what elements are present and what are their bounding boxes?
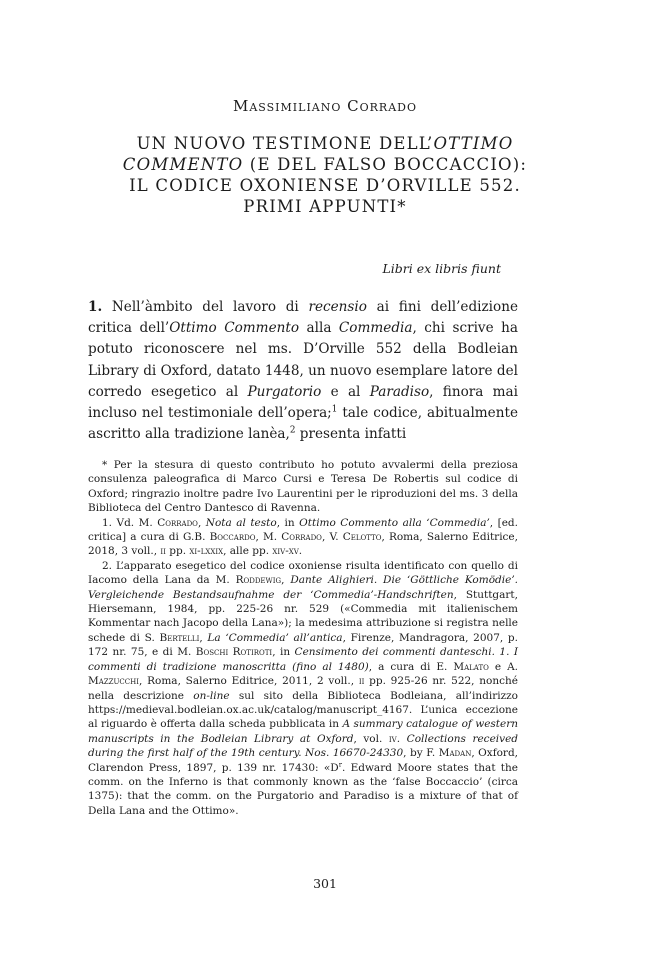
footnote-ref-1: 1 bbox=[331, 404, 338, 415]
title-footnote-mark: * bbox=[397, 197, 407, 216]
footnote-star: * Per la stesura di questo contributo ho potuto avvalermi della preziosa consulenza paleografica di Marco Cursi e Teresa De Robertis sul codice di Oxford; ringrazio inoltre padre Ivo Laurentini per le riproduzioni del ms. 3 della Biblioteca del Centro Dantesco di Ravenna. bbox=[88, 459, 518, 515]
title-line-3: IL CODICE OXONIENSE D’ORVILLE 552. bbox=[129, 176, 521, 195]
title-line-2: COMMENTO (E DEL FALSO BOCCACCIO): bbox=[122, 155, 528, 174]
author-name: Massimiliano Corrado bbox=[233, 97, 417, 115]
article-title bbox=[80, 133, 570, 217]
title-line-1: UN NUOVO TESTIMONE DELL’OTTIMO bbox=[136, 134, 514, 153]
footnote-ref-2: 2 bbox=[289, 425, 296, 436]
footnotes bbox=[88, 458, 518, 818]
body-paragraph: 1. Nell’àmbito del lavoro di recensio ai fini dell’edizione critica dell’Ottimo Commento alla Commedia, chi scrive ha potuto riconoscere nel ms. D’Orville 552 della Bodleian Library di Oxford, datato 1448, un nuovo esemplare latore del corredo esegetico al Purgatorio e al Paradiso, finora mai incluso nel testimoniale dell’opera;$^1$ tale codice, abitualmente ascritto alla tradizione lanèa,$^2$ presenta infatti bbox=[88, 299, 518, 443]
title-line-4: PRIMI APPUNTI* bbox=[243, 197, 407, 216]
footnote-2: 2. L’apparato esegetico del codice oxoniense risulta identificato con quello di Iacomo della Lana da M. Roddewig, Dante Alighieri. Die ‘Göttliche Komödie’. Vergleichende Bestandsaufnahme der ‘Commedia’-Handschriften, Stuttgart, Hiersemann, 1984, pp. 225-26 nr. 529 («Commedia mit italienischem Kommentar nach Jacopo della Lana»); la medesima attribuzione si registra nelle schede di S. Bertelli, La ‘Commedia’ all’antica, Firenze, Mandragora, 2007, p. 172 nr. 75, e di M. Boschi Rotiroti, in Censimento dei commenti danteschi. 1. I commenti di tradizione manoscritta (fino al 1480), a cura di E. Malato e A. Mazzucchi, Roma, Salerno Editrice, 2011, 2 voll., ii pp. 925-26 nr. 522, nonché nella descrizione on-line sul sito della Biblioteca Bodleiana, all’indirizzo https://medieval.bodleian.ox.ac.uk/catalog/manuscript_4167. L’unica eccezione al riguardo è offerta dalla scheda pubblicata in A summary catalogue of western manuscripts in the Bodleian Library at Oxford, vol. iv. Collections received during the first half of the 19th century. Nos. 16670-24330, by F. Madan, Oxford, Clarendon Press, 1897, p. 139 nr. 17430: «$D^r$. Edward Moore states that the comm. on the Inferno is that commonly known as the ‘false Boccaccio’ (circa 1375): that the comm. on the Purgatorio and Paradiso is a mixture of that of Della Lana and the Ottimo». bbox=[88, 559, 519, 817]
page-number: 301 bbox=[313, 876, 337, 891]
section-number: 1. bbox=[88, 299, 103, 315]
footnote-1: 1. Vd. M. Corrado, Nota al testo, in Ottimo Commento alla ‘Commedia’, [ed. critica] a cura di G.B. Boccardo, M. Corrado, V. Celotto, Roma, Salerno Editrice, 2018, 3 voll., ii pp. xi-lxxix, alle pp. xiv-xv. bbox=[88, 516, 518, 558]
epigraph: Libri ex libris fiunt bbox=[382, 261, 501, 276]
